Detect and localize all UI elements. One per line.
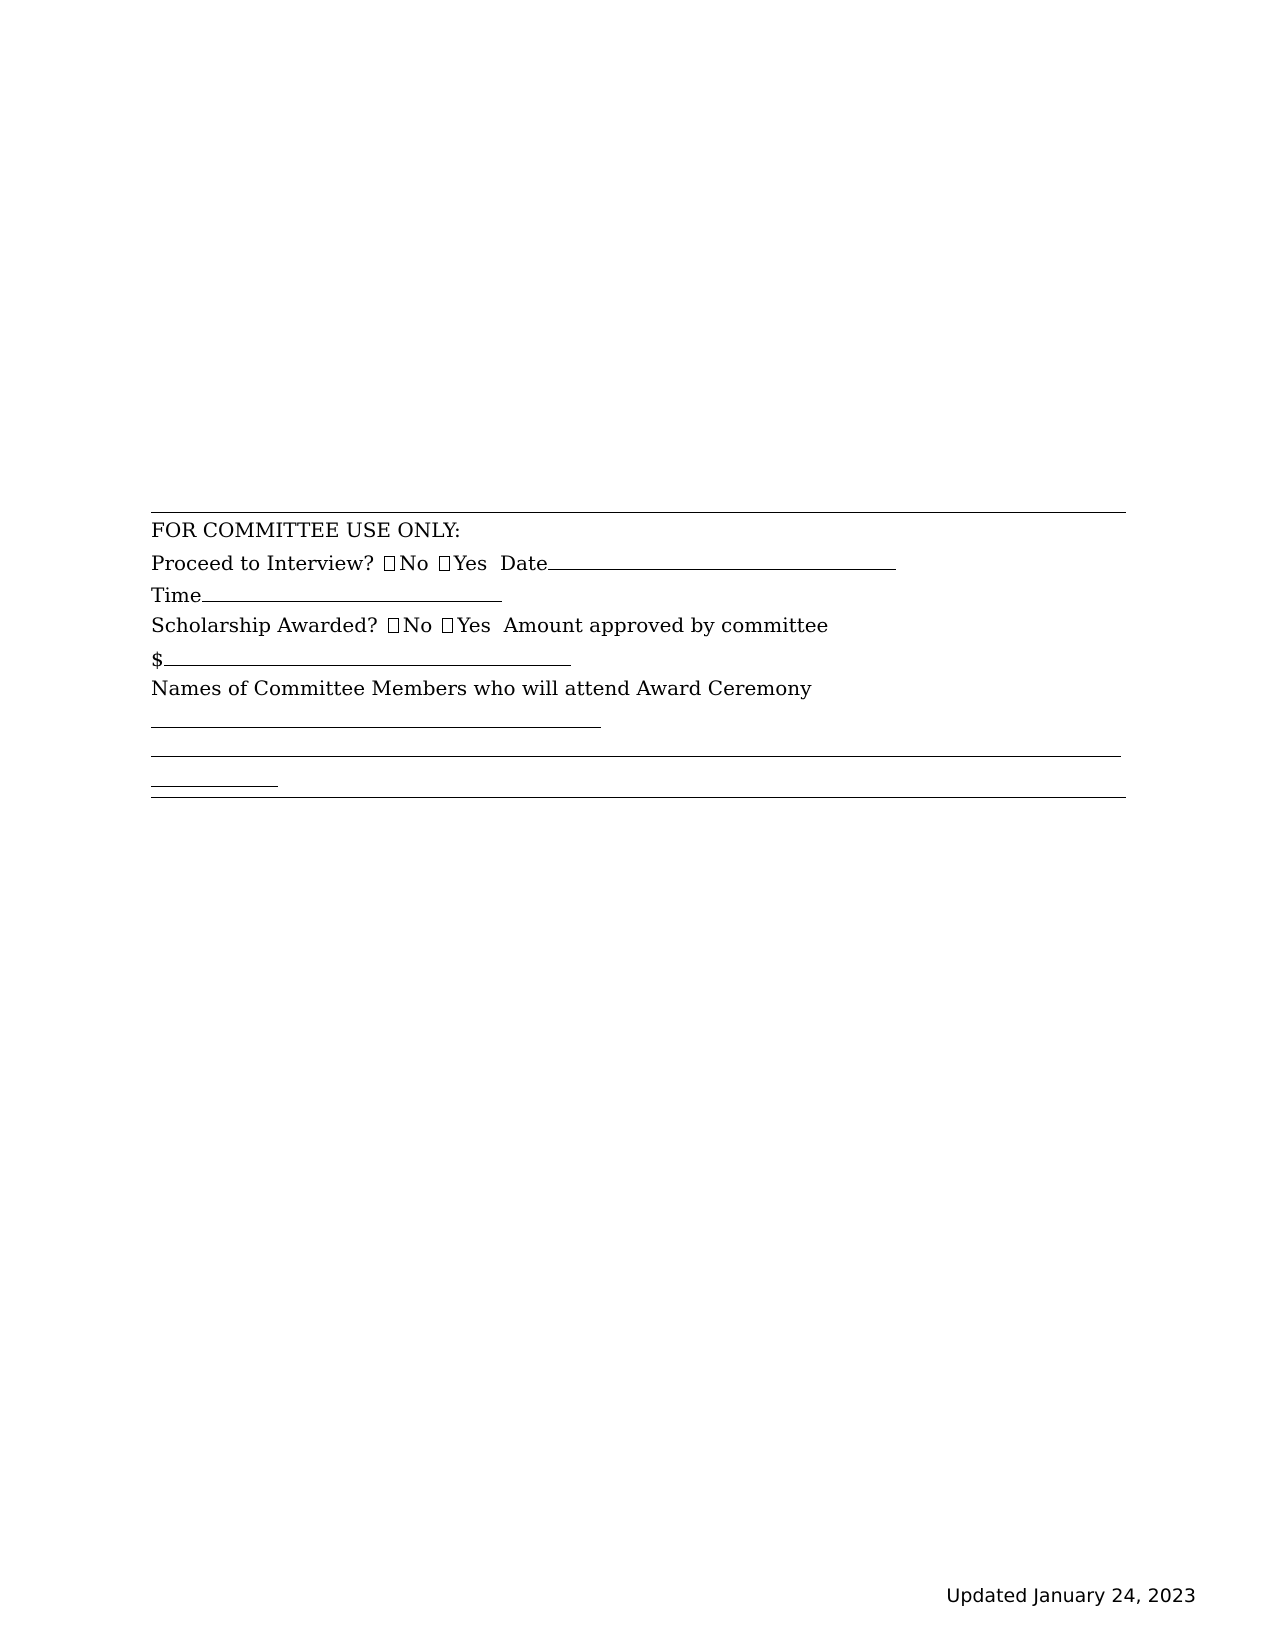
- interview-question: Proceed to Interview?: [151, 551, 375, 575]
- interview-no-checkbox[interactable]: [384, 556, 395, 571]
- interview-date-field[interactable]: [548, 549, 896, 570]
- dollar-sign: $: [151, 647, 164, 671]
- amount-field[interactable]: [164, 645, 571, 666]
- committee-heading: FOR COMMITTEE USE ONLY:: [151, 518, 461, 542]
- time-label: Time: [151, 583, 202, 607]
- time-field[interactable]: [202, 581, 502, 602]
- interview-yes-label: Yes: [453, 551, 488, 575]
- scholarship-row: [151, 613, 828, 637]
- interview-yes-checkbox[interactable]: [439, 556, 450, 571]
- amount-label: Amount approved by committee: [503, 613, 829, 637]
- scholarship-yes-label: Yes: [457, 613, 491, 637]
- names-label: Names of Committee Members who will attend Award Ceremony: [151, 676, 812, 700]
- updated-date-footer: Updated January 24, 2023: [946, 1585, 1196, 1607]
- scholarship-no-label: No: [402, 613, 433, 637]
- interview-date-label: Date: [499, 551, 548, 575]
- interview-no-label: No: [399, 551, 429, 575]
- amount-row: [151, 645, 571, 671]
- committee-names-field-3[interactable]: [151, 786, 278, 787]
- interview-row: [151, 549, 896, 575]
- scholarship-no-checkbox[interactable]: [388, 618, 399, 633]
- committee-names-field-2[interactable]: [151, 756, 1121, 757]
- scholarship-yes-checkbox[interactable]: [442, 618, 453, 633]
- committee-names-field-1[interactable]: [151, 727, 601, 728]
- section-top-divider: [151, 512, 1126, 513]
- scholarship-question: Scholarship Awarded?: [151, 613, 378, 637]
- section-bottom-divider: [151, 797, 1126, 798]
- time-row: [151, 581, 502, 607]
